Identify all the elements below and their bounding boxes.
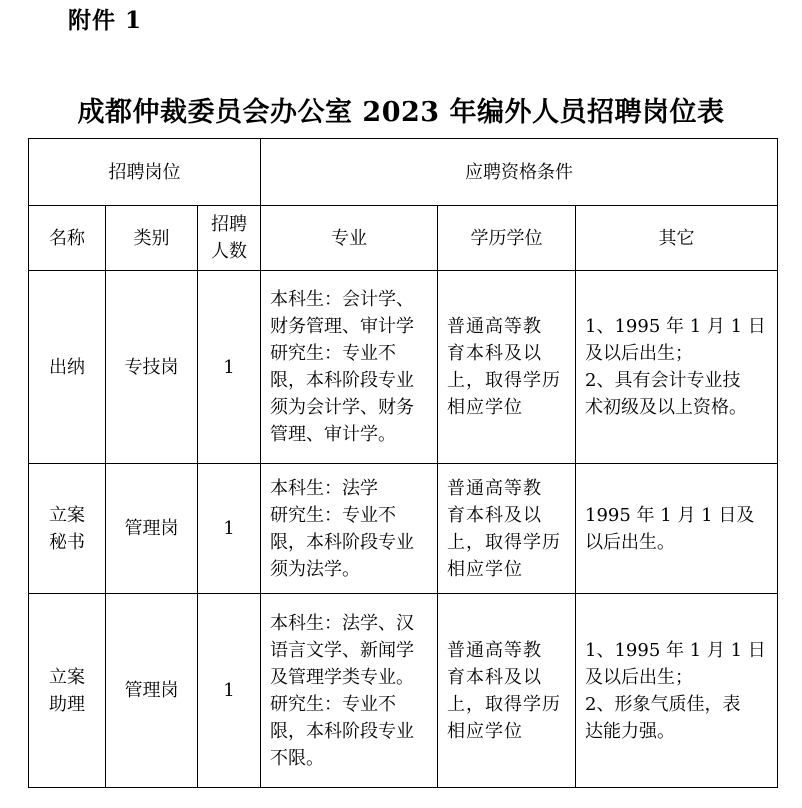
major-line: 限，本科阶段专业 (270, 720, 415, 742)
cell-count: 1 (198, 594, 261, 788)
major-line: 限，本科阶段专业 (270, 370, 415, 391)
major-line: 须为法学。 (270, 558, 361, 580)
cell-count: 1 (198, 271, 261, 464)
major-line: 语言文学、新闻学 (270, 639, 415, 661)
name-line: 秘书 (49, 531, 85, 553)
other-line: 2、具有会计专业技 (585, 370, 741, 391)
cell-major (261, 271, 438, 464)
recruitment-table (28, 138, 778, 788)
table-row (29, 464, 778, 594)
major-line: 财务管理、审计学 (270, 316, 415, 337)
education-line: 育本科及以 (447, 666, 543, 688)
cell-count: 1 (198, 464, 261, 594)
major-line: 本科生：法学 (270, 477, 379, 499)
major-line: 本科生：法学、汉 (270, 612, 415, 634)
cell-major (261, 464, 438, 594)
other-line: 及以后出生； (585, 343, 694, 364)
major-line: 须为会计学、财务 (270, 397, 415, 418)
name-line: 出纳 (49, 356, 85, 378)
other-line: 术初级及以上资格。 (585, 397, 748, 418)
other-line: 1、1995 年 1 月 1 日 (585, 316, 766, 337)
cell-education (438, 464, 576, 594)
cell-education (438, 594, 576, 788)
other-line: 达能力强。 (585, 720, 676, 742)
major-line: 研究生：专业不 (270, 504, 397, 526)
major-line: 本科生：会计学、 (270, 289, 415, 310)
other-line: 1995 年 1 月 1 日及 (585, 504, 755, 526)
header-count-line: 人数 (211, 241, 247, 262)
name-line: 助理 (49, 693, 85, 715)
header-name: 名称 (29, 206, 106, 271)
major-line: 研究生：专业不 (270, 343, 397, 364)
education-line: 育本科及以 (447, 343, 543, 364)
cell-category: 管理岗 (106, 594, 198, 788)
header-category: 类别 (106, 206, 198, 271)
major-line: 限，本科阶段专业 (270, 531, 415, 553)
education-line: 相应学位 (447, 720, 524, 742)
header-other: 其它 (576, 206, 778, 271)
table-row (29, 271, 778, 464)
education-line: 普通高等教 (447, 639, 543, 661)
education-line: 上，取得学历 (447, 693, 562, 715)
education-line: 普通高等教 (447, 316, 543, 337)
cell-other (576, 594, 778, 788)
cell-category: 专技岗 (106, 271, 198, 464)
education-line: 上，取得学历 (447, 370, 562, 391)
major-line: 管理、审计学。 (270, 424, 397, 445)
name-line: 立案 (49, 666, 85, 688)
cell-position-name (29, 464, 106, 594)
other-line: 1、1995 年 1 月 1 日 (585, 639, 766, 661)
other-line: 2、形象气质佳，表 (585, 693, 741, 715)
cell-position-name (29, 594, 106, 788)
other-line: 以后出生。 (585, 531, 676, 553)
cell-other (576, 271, 778, 464)
major-line: 不限。 (270, 747, 325, 769)
header-count-line: 招聘 (211, 214, 247, 235)
major-line: 研究生：专业不 (270, 693, 397, 715)
header-recruit-position: 招聘岗位 (29, 139, 261, 206)
cell-category: 管理岗 (106, 464, 198, 594)
cell-position-name (29, 271, 106, 464)
cell-major (261, 594, 438, 788)
education-line: 相应学位 (447, 558, 524, 580)
group-header-row (29, 139, 778, 206)
header-qualifications: 应聘资格条件 (261, 139, 778, 206)
column-header-row (29, 206, 778, 271)
education-line: 相应学位 (447, 397, 524, 418)
table-row (29, 594, 778, 788)
header-education: 学历学位 (438, 206, 576, 271)
education-line: 普通高等教 (447, 477, 543, 499)
cell-other (576, 464, 778, 594)
name-line: 立案 (49, 504, 85, 526)
header-count (198, 206, 261, 271)
page-title: 成都仲裁委员会办公室 2023 年编外人员招聘岗位表 (77, 97, 725, 128)
education-line: 育本科及以 (447, 504, 543, 526)
attachment-label: 附件 1 (68, 7, 143, 34)
header-major: 专业 (261, 206, 438, 271)
cell-education (438, 271, 576, 464)
other-line: 及以后出生； (585, 666, 694, 688)
education-line: 上，取得学历 (447, 531, 562, 553)
major-line: 及管理学类专业。 (270, 666, 415, 688)
